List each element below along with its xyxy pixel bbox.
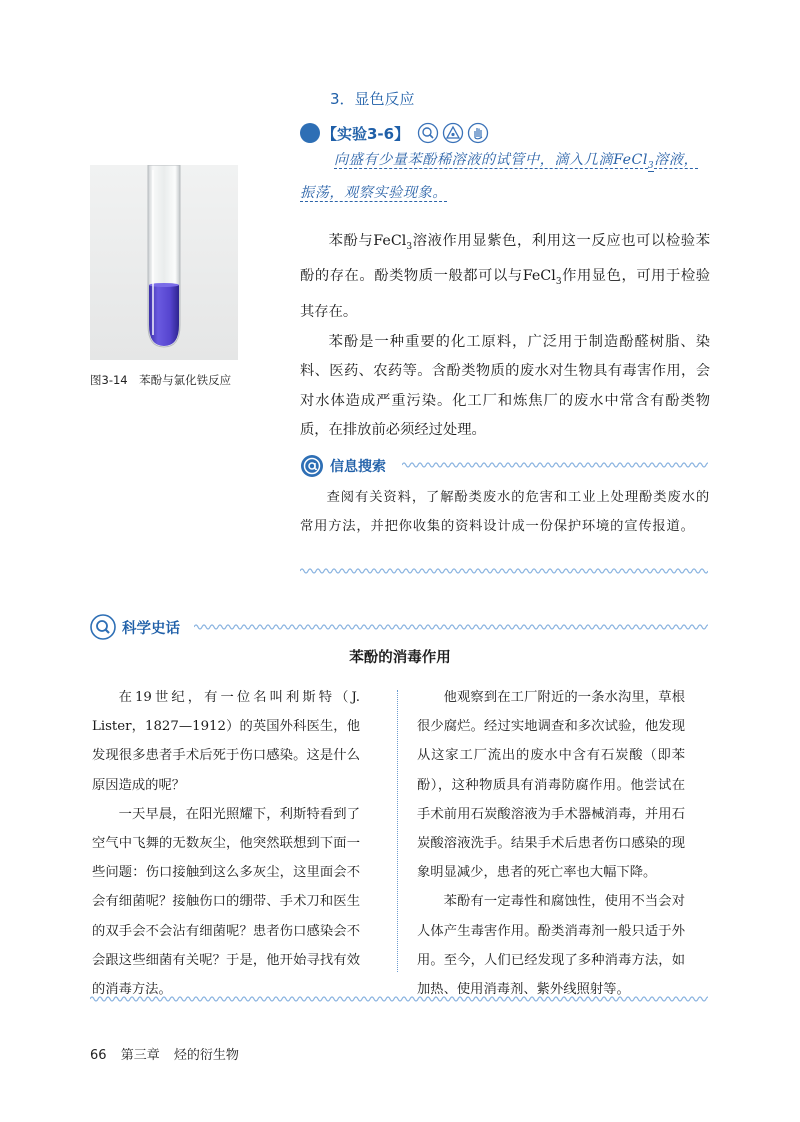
search-icon	[417, 122, 439, 144]
history-bottom-wave	[90, 994, 708, 1004]
info-search-text: 查阅有关资料，了解酚类废水的危害和工业上处理酚类废水的常用方法，并把你收集的资料设计成一份保护环境的宣传报道。	[300, 490, 710, 534]
experiment-label: 【实验3-6】	[322, 124, 410, 143]
history-right-paragraph-1: 他观察到在工厂附近的一条水沟里，草根很少腐烂。经过实地调查和多次试验，他发现从这家工厂流出的废水中含有石炭酸（即苯酚），这种物质具有消毒防腐作用。他尝试在手术前用石炭酸溶液为手术器械消毒，并用石炭酸溶液洗手。结果手术后患者伤口感染的现象明显减少，患者的死亡率也大幅下降。	[417, 690, 685, 881]
history-left-paragraph-2: 一天早晨，在阳光照耀下，利斯特看到了空气中飞舞的无数灰尘，他突然联想到下面一些问题：伤口接触到这么多灰尘，这里面会不会有细菌呢？接触伤口的绷带、手术刀和医生的双手会不会沾有细菌呢？患者伤口感染会不会跟这些细菌有关呢？于是，他开始寻找有效的消毒方法。	[92, 806, 360, 998]
info-search-header	[300, 454, 708, 478]
experiment-header	[300, 122, 489, 144]
history-article-title: 苯酚的消毒作用	[349, 650, 451, 666]
wave-divider	[402, 460, 708, 470]
chapter-number: 第三章	[120, 1048, 160, 1063]
page-footer	[90, 1044, 249, 1063]
science-history-label: 科学史话	[122, 621, 180, 637]
body-paragraphs	[300, 227, 710, 446]
body-paragraph-1: 苯酚与FeCl$_3$溶液作用显紫色，利用这一反应也可以检验苯酚的存在。酚类物质一般都可以与FeCl$_3$作用显色，可用于检验其存在。	[300, 233, 711, 320]
history-left-column	[92, 683, 360, 1004]
test-tube-photo	[90, 165, 238, 360]
history-right-paragraph-2: 苯酚有一定毒性和腐蚀性，使用不当会对人体产生毒害作用。酚类消毒剂一般只适于外用。至今，人们已经发现了多种消毒方法，如加热、使用消毒剂、紫外线照射等。	[417, 894, 685, 998]
hand-protection-icon	[467, 122, 489, 144]
wave-divider	[194, 622, 708, 632]
column-divider	[397, 690, 398, 972]
science-history-header	[90, 614, 708, 640]
figure-caption: 图3-14 苯酚与氯化铁反应	[90, 373, 232, 387]
page-number: 66	[90, 1048, 107, 1063]
info-bottom-wave	[300, 566, 708, 576]
at-sign-icon	[300, 454, 324, 478]
experiment-text: 向盛有少量苯酚稀溶液的试管中，滴入几滴FeCl$_3$溶液，振荡，观察实验现象。	[300, 152, 699, 201]
body-paragraph-2: 苯酚是一种重要的化工原料，广泛用于制造酚醛树脂、染料、医药、农药等。含酚类物质的废水对生物具有毒害作用，会对水体造成严重污染。化工厂和炼焦厂的废水中常含有酚类物质，在排放前必须经过处理。	[300, 333, 710, 439]
info-search-label: 信息搜索	[330, 459, 386, 475]
history-right-column	[417, 683, 685, 1004]
history-magnifier-icon	[90, 614, 116, 640]
history-left-paragraph-1: 在19世纪，有一位名叫利斯特（J. Lister，1827—1912）的英国外科医生，他发现很多患者手术后死于伤口感染。这是什么原因造成的呢？	[92, 690, 360, 793]
section-title: 3．显色反应	[330, 90, 415, 108]
experiment-icons	[417, 122, 489, 144]
experiment-dot-icon	[300, 123, 320, 143]
chapter-title: 烃的衍生物	[173, 1048, 239, 1063]
safety-triangle-icon	[442, 122, 464, 144]
